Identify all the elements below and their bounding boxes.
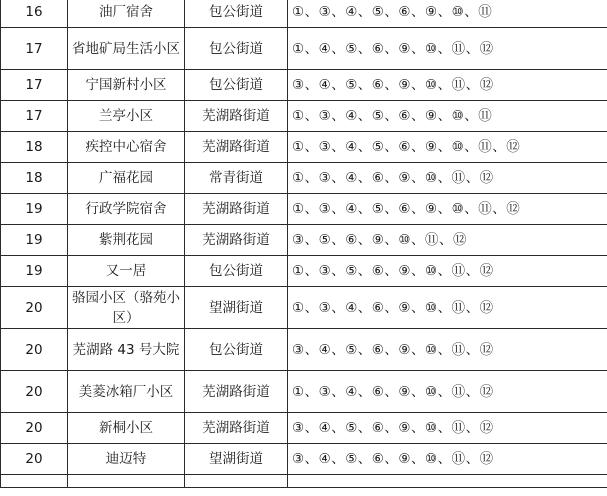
street-name: 常青街道	[185, 163, 288, 194]
community-name: 兰亭小区	[68, 101, 185, 132]
street-name: 芜湖路街道	[185, 371, 288, 413]
community-name: 紫荆花园	[68, 225, 185, 256]
row-number: 19	[1, 225, 68, 256]
row-number: 20	[1, 444, 68, 475]
table-row	[1, 225, 607, 256]
table-row	[1, 287, 607, 329]
row-number: 20	[1, 287, 68, 329]
item-list: ③、④、⑤、⑥、⑨、⑩、⑪、⑫	[288, 329, 607, 371]
community-name: 芜湖路 43 号大院	[68, 329, 185, 371]
row-number: 20	[1, 413, 68, 444]
community-name: 疾控中心宿舍	[68, 132, 185, 163]
street-name: 包公街道	[185, 28, 288, 70]
community-name: 骆园小区（骆苑小区）	[68, 287, 185, 329]
table-row	[1, 70, 607, 101]
table-row	[1, 163, 607, 194]
community-name: 省地矿局生活小区	[68, 28, 185, 70]
community-name: 宁国新村小区	[68, 70, 185, 101]
item-list: ①、③、④、⑤、⑥、⑨、⑩、⑪	[288, 101, 607, 132]
community-name: 美菱冰箱厂小区	[68, 371, 185, 413]
row-number: 19	[1, 194, 68, 225]
community-name: 油厂宿舍	[68, 0, 185, 28]
street-name: 包公街道	[185, 70, 288, 101]
table-row	[1, 256, 607, 287]
item-list: ①、③、④、⑥、⑨、⑩、⑪、⑫	[288, 371, 607, 413]
table-row-partial	[1, 475, 607, 488]
row-number: 18	[1, 132, 68, 163]
item-list: ③、④、⑤、⑥、⑨、⑩、⑪、⑫	[288, 70, 607, 101]
table-row	[1, 132, 607, 163]
row-number: 20	[1, 371, 68, 413]
item-list: ③、⑤、⑥、⑨、⑩、⑪、⑫	[288, 225, 607, 256]
item-list: ③、④、⑤、⑥、⑨、⑩、⑪、⑫	[288, 444, 607, 475]
street-name: 包公街道	[185, 256, 288, 287]
item-list: ①、④、⑤、⑥、⑨、⑩、⑪、⑫	[288, 28, 607, 70]
item-list: ①、③、④、⑤、⑥、⑨、⑩、⑪、⑫	[288, 194, 607, 225]
table-row	[1, 444, 607, 475]
table-row	[1, 371, 607, 413]
street-name: 望湖街道	[185, 287, 288, 329]
row-number: 20	[1, 329, 68, 371]
row-number: 17	[1, 28, 68, 70]
row-number: 18	[1, 163, 68, 194]
street-name: 包公街道	[185, 0, 288, 28]
table-row	[1, 194, 607, 225]
item-list: ③、④、⑤、⑥、⑨、⑩、⑪、⑫	[288, 413, 607, 444]
table-row	[1, 329, 607, 371]
item-list: ①、③、④、⑥、⑨、⑩、⑪、⑫	[288, 287, 607, 329]
community-name: 新桐小区	[68, 413, 185, 444]
row-number: 17	[1, 70, 68, 101]
item-list: ①、③、④、⑥、⑨、⑩、⑪、⑫	[288, 163, 607, 194]
row-number: 16	[1, 0, 68, 28]
row-number: 19	[1, 256, 68, 287]
table-row	[1, 28, 607, 70]
community-name: 迪迈特	[68, 444, 185, 475]
item-list: ①、③、④、⑤、⑥、⑨、⑩、⑪	[288, 0, 607, 28]
community-name: 行政学院宿舍	[68, 194, 185, 225]
community-name: 又一居	[68, 256, 185, 287]
item-list: ①、③、⑤、⑥、⑨、⑩、⑪、⑫	[288, 256, 607, 287]
street-name: 芜湖路街道	[185, 132, 288, 163]
item-list: ①、③、④、⑤、⑥、⑨、⑩、⑪、⑫	[288, 132, 607, 163]
street-name: 芜湖路街道	[185, 225, 288, 256]
row-number: 17	[1, 101, 68, 132]
community-name: 广福花园	[68, 163, 185, 194]
street-name: 包公街道	[185, 329, 288, 371]
table-row	[1, 413, 607, 444]
street-name: 芜湖路街道	[185, 413, 288, 444]
table-row	[1, 101, 607, 132]
table-row	[1, 0, 607, 28]
street-name: 芜湖路街道	[185, 194, 288, 225]
street-name: 望湖街道	[185, 444, 288, 475]
street-name: 芜湖路街道	[185, 101, 288, 132]
